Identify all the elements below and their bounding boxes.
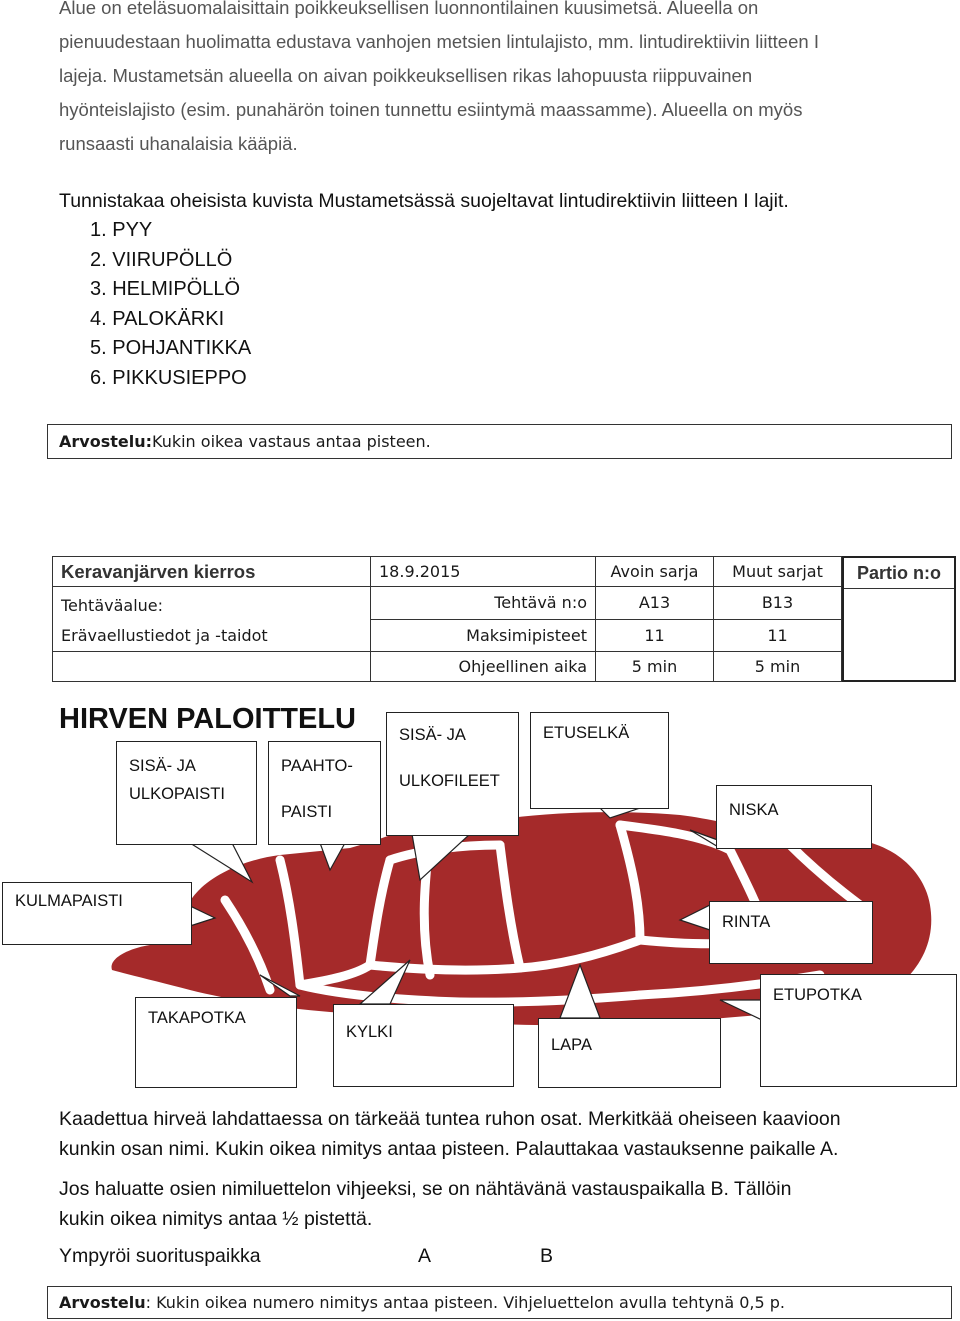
callout-label: ULKOFILEET bbox=[399, 772, 500, 790]
task2-grading-box bbox=[47, 1286, 952, 1319]
text-line: kunkin osan nimi. Kukin oikea nimitys antaa pisteen. Palauttakaa vastauksenne paikalle A. bbox=[59, 1137, 839, 1160]
callout-etuselka[interactable] bbox=[530, 712, 669, 809]
list-item: 1. PYY bbox=[90, 219, 153, 241]
col-open-series: Avoin sarja bbox=[596, 557, 714, 587]
callout-etupotka[interactable] bbox=[760, 974, 957, 1087]
circle-location-label: Ympyröi suorituspaikka bbox=[59, 1245, 261, 1267]
max-points-b: 11 bbox=[714, 619, 842, 652]
max-points-label: Maksimipisteet bbox=[371, 619, 596, 652]
task1-grading-box bbox=[47, 424, 952, 459]
task-no-b: B13 bbox=[714, 587, 842, 620]
task-area-label: Tehtäväalue: bbox=[61, 596, 164, 615]
callout-sisa-ulkopaisti[interactable] bbox=[116, 741, 257, 845]
location-b[interactable]: B bbox=[540, 1245, 554, 1267]
intro-paragraph bbox=[59, 0, 939, 161]
patrol-number-label: Partio n:o bbox=[844, 558, 954, 589]
callout-niska[interactable] bbox=[716, 785, 872, 849]
callout-label: SISÄ- JA bbox=[399, 726, 466, 744]
callout-label: ETUPOTKA bbox=[773, 986, 862, 1004]
callout-sisa-ulkofileet[interactable] bbox=[386, 712, 519, 836]
task-area bbox=[53, 587, 371, 652]
text-line: Kaadettua hirveä lahdattaessa on tärkeää tuntea ruhon osat. Merkitkää oheiseen kaavioon bbox=[59, 1108, 841, 1130]
time-b: 5 min bbox=[714, 652, 842, 682]
task-no-label: Tehtävä n:o bbox=[371, 587, 596, 620]
text-line: kukin oikea nimitys antaa ½ pistettä. bbox=[59, 1207, 373, 1230]
callout-label: ETUSELKÄ bbox=[543, 724, 630, 742]
callout-label: ULKOPAISTI bbox=[129, 785, 225, 803]
list-item: 6. PIKKUSIEPPO bbox=[90, 366, 247, 389]
callout-label: KYLKI bbox=[346, 1023, 393, 1041]
callout-lapa[interactable] bbox=[538, 1018, 721, 1088]
list-item: 3. HELMIPÖLLÖ bbox=[90, 278, 241, 301]
patrol-number-box bbox=[842, 556, 956, 682]
intro-line: runsaasti uhanalaisia kääpiä. bbox=[59, 133, 298, 154]
callout-label: PAAHTO- bbox=[281, 757, 353, 775]
task-no-a: A13 bbox=[596, 587, 714, 620]
species-list bbox=[90, 216, 251, 394]
callout-label: KULMAPAISTI bbox=[15, 892, 123, 910]
instruction-paragraph-2 bbox=[59, 1175, 959, 1234]
intro-line: pienuudestaan huolimatta edustava vanhojen metsien lintulajisto, mm. lintudirektiivin liitteen I bbox=[59, 31, 819, 52]
callout-kulmapaisti[interactable] bbox=[2, 882, 192, 945]
max-points-a: 11 bbox=[596, 619, 714, 652]
col-other-series: Muut sarjat bbox=[714, 557, 842, 587]
intro-line: lajeja. Mustametsän alueella on aivan poikkeuksellisen rikas lahopuusta riippuvainen bbox=[59, 65, 753, 86]
task1-instruction: Tunnistakaa oheisista kuvista Mustametsässä suojeltavat lintudirektiivin liitteen I lajit. bbox=[59, 190, 789, 212]
grading-label: Arvostelu: bbox=[59, 432, 152, 451]
grading-text: : Kukin oikea numero nimitys antaa pisteen. Vihjeluettelon avulla tehtynä 0,5 p. bbox=[145, 1293, 785, 1312]
list-item: 5. POHJANTIKKA bbox=[90, 337, 252, 360]
grading-label: Arvostelu bbox=[59, 1293, 146, 1312]
location-a[interactable]: A bbox=[418, 1245, 432, 1267]
callout-kylki[interactable] bbox=[333, 1004, 514, 1087]
instruction-paragraph-1 bbox=[59, 1105, 959, 1164]
callout-label: LAPA bbox=[551, 1036, 592, 1054]
time-a: 5 min bbox=[596, 652, 714, 682]
callout-takapotka[interactable] bbox=[135, 997, 297, 1088]
task-area-value: Erävaellustiedot ja -taidot bbox=[61, 626, 268, 645]
grading-text: Kukin oikea vastaus antaa pisteen. bbox=[152, 432, 431, 451]
intro-line: hyönteislajisto (esim. punahärön toinen tunnettu esiintymä maassamme). Alueella on myös bbox=[59, 99, 803, 120]
callout-label: RINTA bbox=[722, 913, 771, 931]
callout-label: PAISTI bbox=[281, 803, 333, 821]
empty-cell bbox=[53, 652, 371, 682]
time-label: Ohjeellinen aika bbox=[371, 652, 596, 682]
list-item: 4. PALOKÄRKI bbox=[90, 307, 225, 330]
event-date: 18.9.2015 bbox=[371, 557, 596, 587]
intro-line: Alue on eteläsuomalaisittain poikkeuksellisen luonnontilainen kuusimetsä. Alueella on bbox=[59, 0, 759, 18]
section-title: HIRVEN PALOITTELU bbox=[59, 703, 356, 735]
text-line: Jos haluatte osien nimiluettelon vihjeeksi, se on nähtävänä vastauspaikalla B. Tällöin bbox=[59, 1178, 792, 1200]
callout-rinta[interactable] bbox=[709, 901, 873, 964]
callout-label: SISÄ- JA bbox=[129, 757, 196, 775]
callout-label: TAKAPOTKA bbox=[148, 1009, 246, 1027]
list-item: 2. VIIRUPÖLLÖ bbox=[90, 248, 233, 271]
callout-label: NISKA bbox=[729, 801, 779, 819]
callout-paahtopaisti[interactable] bbox=[268, 741, 381, 845]
event-name: Keravanjärven kierros bbox=[53, 557, 371, 587]
task-header-table bbox=[52, 556, 842, 682]
